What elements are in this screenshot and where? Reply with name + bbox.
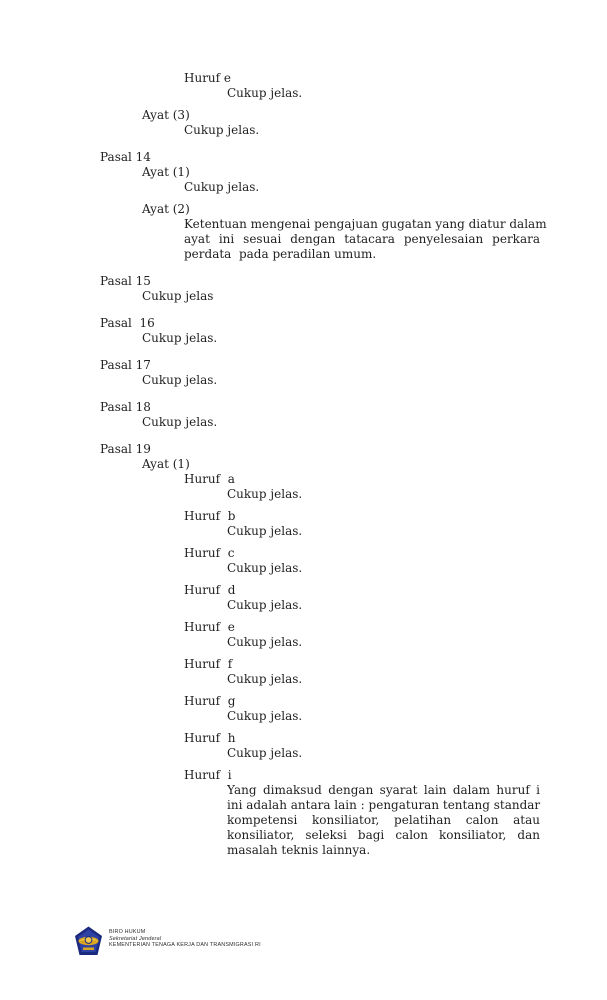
doc-block-ayat-3: [0, 108, 607, 138]
doc-block-pasal-14: [0, 150, 607, 165]
doc-block-ayat-1: [0, 165, 607, 195]
body-line: Cukup jelas.: [227, 86, 303, 100]
doc-block-ayat-2: [0, 202, 607, 262]
body-line: Cukup jelas.: [227, 598, 303, 612]
ministry-emblem-icon: [74, 926, 103, 956]
ayat-label: Ayat (3): [142, 108, 190, 122]
doc-block-huruf-g: [0, 694, 607, 724]
doc-block-huruf-e: [0, 620, 607, 650]
huruf-label: Huruf c: [184, 546, 235, 560]
huruf-label: Huruf e: [184, 620, 235, 634]
doc-block-ayat-1: [0, 457, 607, 472]
body-line: Yang dimaksud dengan syarat lain dalam huruf i: [227, 783, 540, 797]
huruf-label: Huruf d: [184, 583, 236, 597]
doc-block-huruf-i: [0, 768, 607, 858]
doc-block-huruf-h: [0, 731, 607, 761]
body-line: Cukup jelas.: [227, 709, 303, 723]
body-line: Cukup jelas.: [227, 524, 303, 538]
huruf-label: Huruf h: [184, 731, 236, 745]
doc-block-pasal-17: [0, 358, 607, 388]
body-line: Cukup jelas.: [227, 487, 303, 501]
huruf-label: Huruf e: [184, 71, 232, 85]
huruf-label: Huruf i: [184, 768, 232, 782]
body-line: konsiliator, seleksi bagi calon konsiliator, dan: [227, 828, 540, 842]
body-line: Ketentuan mengenai pengajuan gugatan yang diatur dalam: [184, 217, 547, 231]
doc-block-huruf-e: [0, 71, 607, 101]
footer-text: [109, 926, 261, 949]
body-line: Cukup jelas.: [227, 561, 303, 575]
body-line: Cukup jelas: [142, 289, 214, 303]
body-line: ayat ini sesuai dengan tatacara penyelesaian perkara: [184, 232, 540, 246]
pasal-label: Pasal 19: [100, 442, 151, 456]
doc-block-pasal-15: [0, 274, 607, 304]
footer-bureau-name: BIRO HUKUM: [109, 929, 146, 935]
footer: [74, 926, 261, 956]
doc-block-huruf-a: [0, 472, 607, 502]
pasal-label: Pasal 18: [100, 400, 151, 414]
body-line: Cukup jelas.: [142, 373, 218, 387]
body-line: Cukup jelas.: [184, 180, 260, 194]
doc-block-huruf-d: [0, 583, 607, 613]
ayat-label: Ayat (1): [142, 165, 190, 179]
pasal-label: Pasal 14: [100, 150, 151, 164]
body-line: Cukup jelas.: [227, 746, 303, 760]
body-line: Cukup jelas.: [184, 123, 260, 137]
doc-block-pasal-19: [0, 442, 607, 457]
doc-block-huruf-b: [0, 509, 607, 539]
huruf-label: Huruf f: [184, 657, 233, 671]
ayat-label: Ayat (2): [142, 202, 190, 216]
ayat-label: Ayat (1): [142, 457, 190, 471]
doc-block-huruf-c: [0, 546, 607, 576]
body-line: Cukup jelas.: [227, 635, 303, 649]
doc-block-pasal-18: [0, 400, 607, 430]
huruf-label: Huruf g: [184, 694, 236, 708]
pasal-label: Pasal 16: [100, 316, 155, 330]
body-line: ini adalah antara lain : pengaturan tentang standar: [227, 798, 541, 812]
doc-block-huruf-f: [0, 657, 607, 687]
body-line: Cukup jelas.: [227, 672, 303, 686]
body-line: perdata pada peradilan umum.: [184, 247, 377, 261]
doc-block-pasal-16: [0, 316, 607, 346]
footer-secretariat-name: Sekretariat Jenderal: [109, 935, 162, 942]
pasal-label: Pasal 17: [100, 358, 151, 372]
body-line: kompetensi konsiliator, pelatihan calon atau: [227, 813, 540, 827]
body-line: masalah teknis lainnya.: [227, 843, 371, 857]
huruf-label: Huruf b: [184, 509, 236, 523]
body-line: Cukup jelas.: [142, 415, 218, 429]
footer-ministry-name: KEMENTERIAN TENAGA KERJA DAN TRANSMIGRASI RI: [109, 942, 261, 949]
pasal-label: Pasal 15: [100, 274, 151, 288]
body-line: Cukup jelas.: [142, 331, 218, 345]
huruf-label: Huruf a: [184, 472, 235, 486]
